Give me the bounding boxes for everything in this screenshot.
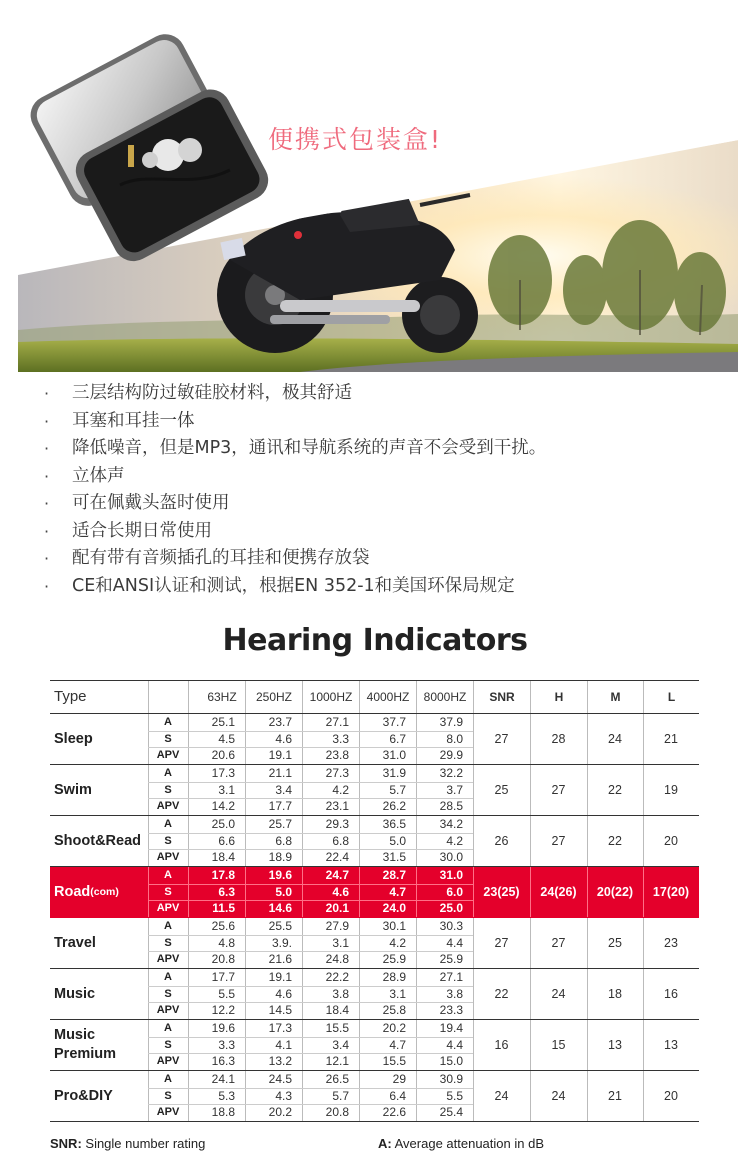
value-cell: 21.6 [268, 952, 292, 967]
row-label: APV [156, 1106, 180, 1119]
value-cell: 3.1 [332, 935, 349, 950]
row-label: S [164, 732, 172, 745]
summary-cell-m: 22 [608, 834, 622, 848]
value-cell: 31.0 [439, 868, 463, 882]
table-header [50, 680, 699, 714]
value-cell: 6.3 [218, 884, 235, 899]
feature-item [44, 380, 724, 408]
footnote-snr-text: Single number rating [81, 1136, 206, 1151]
value-cell: 18.8 [211, 1105, 235, 1120]
value-cell: 5.0 [389, 833, 406, 848]
summary-cell-h: 27 [551, 783, 566, 797]
value-cell: 5.0 [275, 884, 292, 899]
value-cell: 30.9 [439, 1072, 463, 1086]
group-name-text: Shoot&Read [54, 832, 141, 849]
value-cell: 18.9 [268, 850, 292, 865]
value-cell: 31.9 [382, 766, 406, 780]
packaging-tagline: 便携式包装盒! [268, 125, 443, 154]
table-group-row [50, 714, 699, 765]
value-cell: 27.1 [439, 970, 463, 984]
value-cell: 31.0 [382, 748, 406, 763]
hero-banner [0, 0, 750, 380]
summary-cell-l: 20 [664, 834, 678, 848]
header-snr: SNR [473, 681, 530, 713]
header-l: L [643, 681, 699, 713]
value-cell: 4.6 [275, 986, 292, 1001]
section-title: Hearing Indicators [222, 623, 528, 658]
footnote-a-text: Average attenuation in dB [391, 1136, 544, 1151]
value-cell: 4.2 [446, 833, 463, 848]
value-cell: 19.1 [268, 970, 292, 984]
feature-text: 降低噪音，但是MP3，通讯和导航系统的声音不会受到干扰。 [72, 438, 547, 458]
value-cell: 4.2 [332, 782, 349, 797]
feature-text: CE和ANSI认证和测试，根据EN 352-1和美国环保局规定 [72, 575, 515, 596]
value-cell: 6.8 [332, 833, 349, 848]
value-cell: 16.3 [211, 1054, 235, 1069]
summary-cell-l: 19 [664, 783, 678, 797]
value-cell: 4.6 [332, 884, 349, 899]
value-cell: 30.1 [382, 919, 406, 933]
row-label: S [164, 1038, 172, 1051]
value-cell: 4.2 [389, 935, 406, 950]
value-cell: 19.1 [268, 748, 292, 763]
table-group-row [50, 1071, 699, 1122]
value-cell: 17.3 [268, 1021, 292, 1035]
value-cell: 31.5 [382, 850, 406, 865]
group-name-text: Swim [54, 781, 92, 798]
value-cell: 23.1 [325, 799, 349, 814]
group-name [54, 867, 148, 917]
header-freq: 8000HZ [416, 681, 473, 713]
row-label: A [164, 1022, 172, 1034]
value-cell: 25.0 [211, 817, 235, 831]
value-cell: 25.9 [382, 952, 406, 967]
table-group-row [50, 918, 699, 969]
value-cell: 3.4 [332, 1037, 349, 1052]
bullet-dot: · [44, 549, 50, 568]
row-label: APV [156, 800, 180, 813]
value-cell: 37.9 [439, 715, 463, 729]
row-label: APV [156, 1004, 180, 1017]
value-cell: 23.3 [439, 1003, 463, 1018]
value-cell: 17.7 [211, 970, 235, 984]
value-cell: 6.8 [275, 833, 292, 848]
value-cell: 26.2 [382, 799, 406, 814]
value-cell: 25.5 [268, 919, 292, 933]
value-cell: 29 [392, 1072, 406, 1086]
row-label: APV [156, 953, 180, 966]
value-cell: 27.1 [325, 715, 349, 729]
table-group-row [50, 816, 699, 867]
summary-cell-m: 22 [608, 783, 622, 797]
bullet-dot: · [44, 521, 50, 541]
summary-cell-l: 17(20) [652, 885, 690, 899]
row-label: S [164, 885, 172, 898]
summary-cell-l: 16 [664, 987, 678, 1001]
value-cell: 14.6 [268, 901, 292, 916]
group-name-text: Road [54, 883, 91, 900]
value-cell: 21.1 [268, 766, 292, 780]
motorcycle-sunset-photo [0, 0, 750, 380]
value-cell: 14.5 [268, 1003, 292, 1018]
bullet-dot: · [44, 494, 50, 513]
row-label: A [164, 920, 172, 932]
value-cell: 6.4 [389, 1088, 406, 1103]
summary-cell-l: 23 [664, 936, 678, 950]
summary-cell-snr: 27 [494, 732, 509, 746]
summary-cell-h: 24 [551, 987, 566, 1001]
value-cell: 30.3 [439, 919, 463, 933]
group-name-suffix: (com) [90, 885, 119, 898]
value-cell: 28.7 [382, 868, 406, 882]
value-cell: 18.4 [211, 850, 235, 865]
value-cell: 20.2 [382, 1021, 406, 1035]
row-label: A [164, 971, 172, 983]
group-name [54, 969, 148, 1019]
value-cell: 4.3 [275, 1088, 292, 1103]
feature-text: 三层结构防过敏硅胶材料，极其舒适 [72, 383, 352, 403]
group-name-text: Pro&DIY [54, 1087, 113, 1104]
value-cell: 25.1 [211, 715, 235, 729]
header-type: Type [54, 688, 87, 705]
feature-text: 可在佩戴头盔时使用 [72, 493, 230, 513]
value-cell: 4.4 [446, 935, 463, 950]
group-name-text: Music [54, 985, 96, 1002]
row-label: S [164, 987, 172, 1000]
value-cell: 30.0 [439, 850, 463, 865]
group-name-text: Music Premium [54, 1027, 117, 1062]
value-cell: 12.1 [325, 1054, 349, 1069]
value-cell: 4.7 [389, 884, 406, 899]
footnote-a-key: A: [378, 1136, 392, 1151]
footnote-snr-key: SNR: [50, 1136, 82, 1151]
bullet-dot: · [44, 466, 50, 486]
summary-cell-snr: 22 [494, 987, 509, 1001]
header-h: H [530, 681, 587, 713]
feature-text: 立体声 [72, 465, 125, 486]
group-name [54, 714, 148, 764]
value-cell: 27.3 [325, 766, 349, 780]
row-label: A [164, 716, 172, 728]
value-cell: 18.4 [325, 1003, 349, 1018]
table-group-row [50, 867, 699, 918]
header-sub-blank [148, 681, 188, 713]
row-label: APV [156, 851, 180, 864]
summary-cell-h: 27 [551, 834, 566, 848]
feature-list [44, 380, 724, 600]
header-freq: 250HZ [245, 681, 302, 713]
summary-cell-h: 15 [551, 1038, 566, 1052]
bullet-dot: · [44, 439, 50, 458]
feature-item [44, 573, 724, 601]
summary-cell-m: 20(22) [596, 885, 634, 899]
header-m: M [587, 681, 643, 713]
value-cell: 5.7 [389, 782, 406, 797]
summary-cell-h: 24(26) [540, 885, 577, 899]
value-cell: 5.3 [218, 1088, 235, 1103]
feature-item [44, 518, 724, 546]
bullet-dot: · [44, 576, 50, 596]
value-cell: 5.5 [446, 1088, 463, 1103]
value-cell: 6.7 [389, 731, 406, 746]
value-cell: 24.1 [211, 1072, 235, 1086]
value-cell: 28.5 [439, 799, 463, 814]
value-cell: 3.1 [389, 986, 406, 1001]
value-cell: 19.6 [268, 868, 292, 882]
row-label: A [164, 818, 172, 830]
summary-cell-l: 13 [664, 1038, 678, 1052]
value-cell: 15.0 [439, 1054, 463, 1069]
group-name-text: Travel [54, 934, 96, 951]
value-cell: 3.9. [271, 935, 292, 950]
value-cell: 4.7 [389, 1037, 406, 1052]
value-cell: 11.5 [212, 901, 235, 916]
feature-item [44, 408, 724, 436]
value-cell: 25.9 [439, 952, 463, 967]
table-group-row [50, 765, 699, 816]
value-cell: 20.8 [325, 1105, 349, 1120]
row-label: S [164, 834, 172, 847]
value-cell: 25.8 [382, 1003, 406, 1018]
value-cell: 17.8 [211, 868, 235, 882]
header-freq: 1000HZ [302, 681, 359, 713]
value-cell: 12.2 [211, 1003, 235, 1018]
value-cell: 20.2 [268, 1105, 292, 1120]
group-name [54, 918, 148, 968]
value-cell: 25.4 [439, 1105, 463, 1120]
value-cell: 25.6 [211, 919, 235, 933]
value-cell: 6.6 [218, 833, 235, 848]
value-cell: 23.8 [325, 748, 349, 763]
summary-cell-snr: 24 [494, 1089, 509, 1103]
value-cell: 13.2 [268, 1054, 292, 1069]
table-group-row [50, 1020, 699, 1071]
value-cell: 5.5 [218, 986, 235, 1001]
summary-cell-snr: 26 [494, 834, 509, 848]
value-cell: 3.8 [332, 986, 349, 1001]
value-cell: 8.0 [446, 731, 463, 746]
feature-text: 耳塞和耳挂一体 [72, 410, 195, 431]
bullet-dot: · [44, 384, 50, 403]
value-cell: 4.8 [218, 935, 235, 950]
row-label: S [164, 1089, 172, 1102]
value-cell: 17.3 [211, 766, 235, 780]
value-cell: 32.2 [439, 766, 463, 780]
bullet-dot: · [44, 411, 50, 431]
summary-cell-m: 25 [608, 936, 622, 950]
header-freq: 4000HZ [359, 681, 416, 713]
table-group-row [50, 969, 699, 1020]
summary-cell-l: 20 [664, 1089, 678, 1103]
group-name [54, 1020, 148, 1070]
value-cell: 24.8 [325, 952, 349, 967]
summary-cell-h: 24 [551, 1089, 566, 1103]
value-cell: 3.1 [218, 782, 235, 797]
value-cell: 22.2 [325, 970, 349, 984]
summary-cell-h: 27 [551, 936, 566, 950]
value-cell: 27.9 [325, 919, 349, 933]
summary-cell-snr: 16 [494, 1038, 509, 1052]
value-cell: 3.7 [446, 782, 463, 797]
value-cell: 3.3 [218, 1037, 235, 1052]
footnote-snr [50, 1136, 205, 1151]
header-freq: 63HZ [188, 681, 245, 713]
value-cell: 20.6 [211, 748, 235, 763]
feature-text: 配有带有音频插孔的耳挂和便携存放袋 [72, 548, 370, 568]
value-cell: 4.4 [446, 1037, 463, 1052]
summary-cell-snr: 27 [494, 936, 509, 950]
value-cell: 3.8 [446, 986, 463, 1001]
value-cell: 15.5 [325, 1021, 349, 1035]
row-label: A [164, 1073, 172, 1085]
value-cell: 19.4 [439, 1021, 463, 1035]
footnote-a [378, 1136, 544, 1151]
feature-item [44, 545, 724, 573]
row-label: S [164, 783, 172, 796]
row-label: APV [156, 749, 180, 762]
row-label: APV [156, 902, 180, 915]
value-cell: 20.1 [325, 901, 349, 916]
value-cell: 28.9 [382, 970, 406, 984]
value-cell: 15.5 [382, 1054, 406, 1069]
value-cell: 17.7 [268, 799, 292, 814]
summary-cell-l: 21 [664, 732, 678, 746]
value-cell: 3.4 [275, 782, 292, 797]
value-cell: 37.7 [382, 715, 406, 729]
value-cell: 25.0 [439, 901, 463, 916]
value-cell: 4.6 [275, 731, 292, 746]
summary-cell-h: 28 [551, 732, 566, 746]
row-label: A [164, 869, 172, 881]
row-label: APV [156, 1055, 180, 1068]
value-cell: 3.3 [332, 731, 349, 746]
value-cell: 23.7 [268, 715, 292, 729]
value-cell: 4.1 [275, 1037, 292, 1052]
row-label: A [164, 767, 172, 779]
summary-cell-m: 13 [608, 1038, 622, 1052]
value-cell: 19.6 [211, 1021, 235, 1035]
value-cell: 25.7 [268, 817, 292, 831]
group-name [54, 816, 148, 866]
summary-cell-snr: 25 [494, 783, 509, 797]
summary-cell-m: 24 [608, 732, 622, 746]
feature-item [44, 435, 724, 463]
value-cell: 22.6 [382, 1105, 406, 1120]
summary-cell-m: 21 [608, 1089, 622, 1103]
value-cell: 22.4 [325, 850, 349, 865]
value-cell: 6.0 [446, 884, 463, 899]
group-name [54, 765, 148, 815]
value-cell: 4.5 [218, 731, 235, 746]
group-name [54, 1071, 148, 1121]
summary-cell-m: 18 [608, 987, 622, 1001]
value-cell: 14.2 [211, 799, 235, 814]
value-cell: 5.7 [332, 1088, 349, 1103]
value-cell: 34.2 [439, 817, 463, 831]
feature-item [44, 463, 724, 491]
value-cell: 29.9 [439, 748, 463, 763]
value-cell: 24.5 [268, 1072, 292, 1086]
feature-item [44, 490, 724, 518]
value-cell: 24.7 [325, 868, 349, 882]
value-cell: 36.5 [382, 817, 406, 831]
value-cell: 26.5 [325, 1072, 349, 1086]
row-label: S [164, 936, 172, 949]
group-name-text: Sleep [54, 730, 93, 747]
value-cell: 29.3 [325, 817, 349, 831]
value-cell: 20.8 [211, 952, 235, 967]
summary-cell-snr: 23(25) [483, 885, 520, 899]
feature-text: 适合长期日常使用 [72, 520, 212, 541]
value-cell: 24.0 [382, 901, 406, 916]
